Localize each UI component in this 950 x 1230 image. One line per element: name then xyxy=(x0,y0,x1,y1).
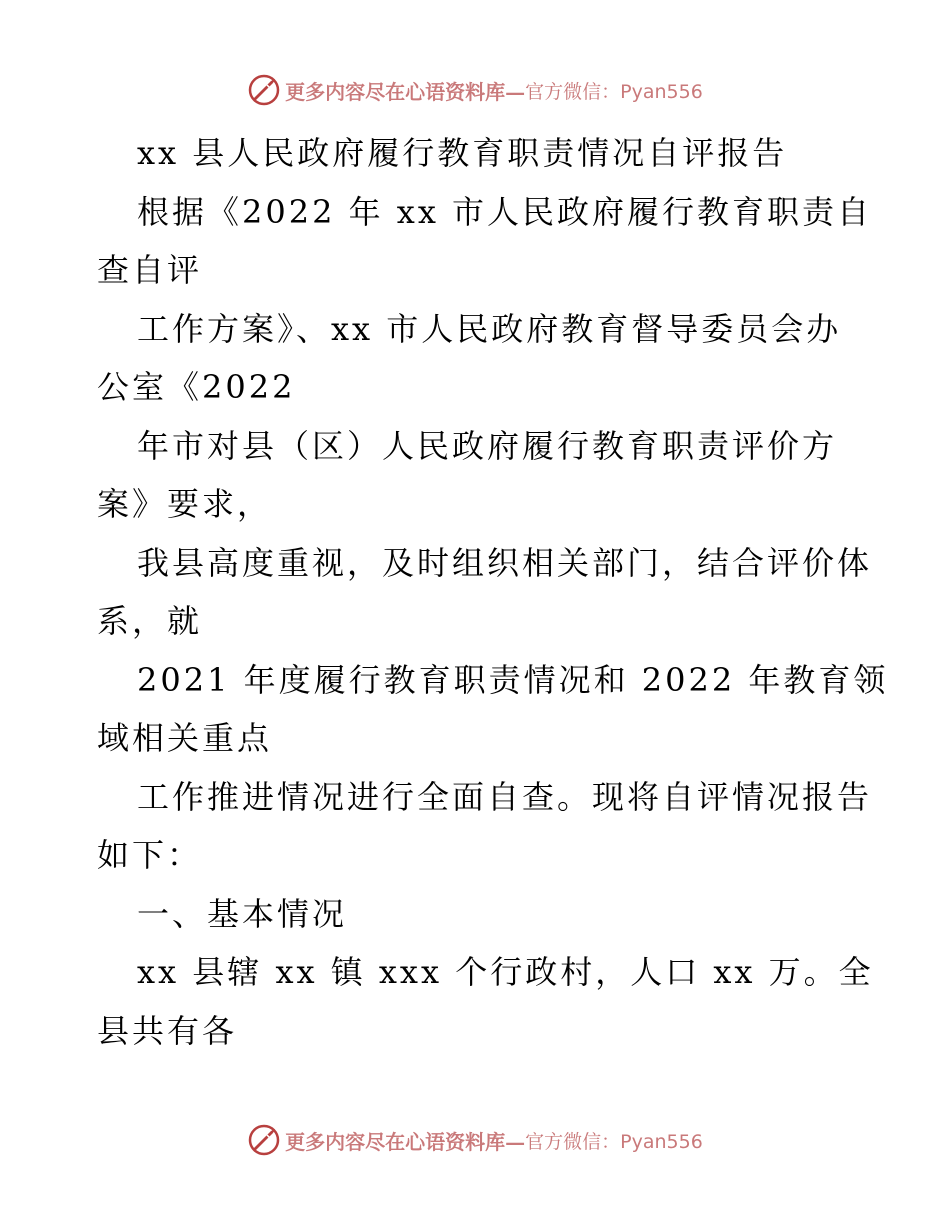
paragraph-line: 查自评 xyxy=(97,251,203,289)
paragraph-line: xx 县辖 xx 镇 xxx 个行政村，人口 xx 万。全 xyxy=(137,953,874,991)
paragraph-line: 2021 年度履行教育职责情况和 2022 年教育领 xyxy=(137,660,889,699)
watermark-sub-text: 官方微信：Pyan556 xyxy=(525,1130,703,1153)
paragraph-line: 年市对县（区）人民政府履行教育职责评价方 xyxy=(137,426,838,465)
header-watermark xyxy=(0,72,950,108)
watermark-main-text: 更多内容尽在心语资料库— xyxy=(285,1129,526,1154)
paragraph-line: 工作推进情况进行全面自查。现将自评情况报告 xyxy=(137,777,873,816)
section-heading: 一、基本情况 xyxy=(137,894,348,933)
paragraph-line: 根据《2022 年 xx 市人民政府履行教育职责自 xyxy=(137,192,873,231)
footer-watermark xyxy=(0,1122,950,1158)
paragraph-line: 域相关重点 xyxy=(97,719,273,757)
paragraph-line: 我县高度重视，及时组织相关部门，结合评价体 xyxy=(137,543,873,582)
document-title: xx 县人民政府履行教育职责情况自评报告 xyxy=(137,134,788,172)
watermark-sub-text: 官方微信：Pyan556 xyxy=(525,80,703,103)
paragraph-line: 如下： xyxy=(97,836,203,874)
document-body xyxy=(97,124,889,1060)
paragraph-line: 系，就 xyxy=(97,602,203,640)
quill-logo-icon xyxy=(247,1123,281,1157)
paragraph-line: 县共有各 xyxy=(97,1011,238,1050)
quill-logo-icon xyxy=(247,73,281,107)
paragraph-line: 案》要求， xyxy=(97,485,273,523)
paragraph-line: 公室《2022 xyxy=(97,368,296,406)
watermark-main-text: 更多内容尽在心语资料库— xyxy=(285,79,526,104)
paragraph-line: 工作方案》、xx 市人民政府教育督导委员会办 xyxy=(137,309,842,348)
